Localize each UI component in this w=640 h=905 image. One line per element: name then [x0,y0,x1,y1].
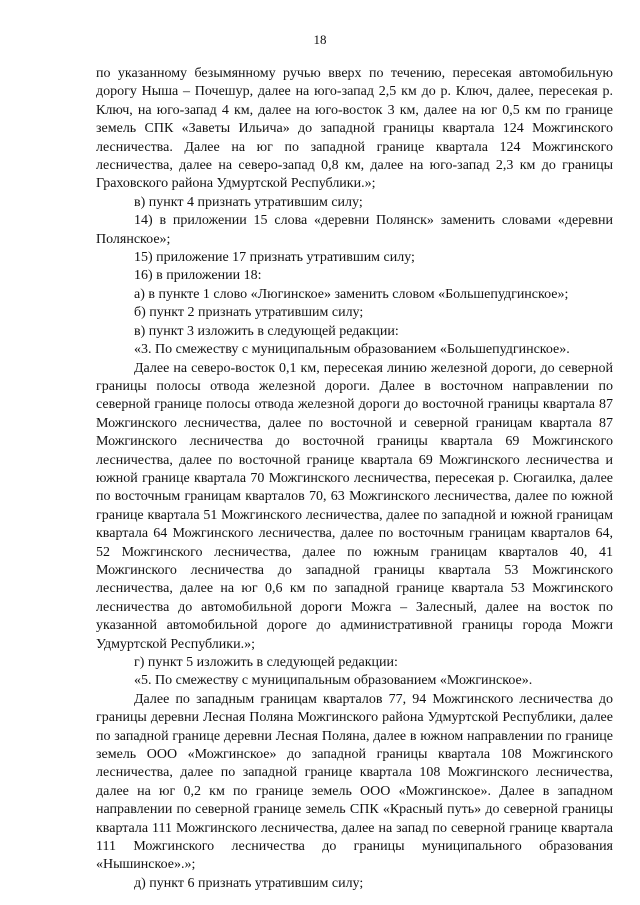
paragraph: «5. По смежеству с муниципальным образованием «Можгинское». [134,673,533,689]
paragraph: по указанному безымянному ручью вверх по течению, пересекая автомобильную дорогу Ныша – Почешур, далее на юго-запад 2,5 км до р. Ключ, далее, пересекая р. Ключ, на юго-запад 4 км, далее на юго-восток 3 км, далее на юг 0,5 км по границе земель СПК «Заветы Ильича» до западной границы квартала 124 Можгинского лесничества. Далее на юг по западной границе квартала 124 Можгинского лесничества, далее на северо-запад 0,8 км, далее на юго-запад 2,3 км до границы Граховского района Удмуртской Республики.»; [96,66,613,192]
paragraph: в) пункт 3 изложить в следующей редакции: [134,323,399,339]
paragraph: д) пункт 6 признать утратившим силу; [134,875,364,891]
paragraph: б) пункт 2 признать утратившим силу; [134,305,364,321]
paragraph: «3. По смежеству с муниципальным образованием «Большепудгинское». [134,342,570,358]
page-number: 18 [313,32,327,47]
paragraph: 16) в приложении 18: [134,268,262,284]
paragraph: в) пункт 4 признать утратившим силу; [134,194,363,210]
paragraph: Далее по западным границам кварталов 77, 94 Можгинского лесничества до границы деревни Лесная Поляна Можгинского района Удмуртской Республики, далее по западной границе деревни Лесная Поляна, далее в южном направлении по границе земель ООО «Можгинское» до западной границы квартала 108 Можгинского лесничества, далее по западной границе квартала 108 Можгинского лесничества, далее на юг 0,2 км по границе земель ООО «Можгинское». Далее в западном направлении по северной границе земель СПК «Красный путь» до северной границы квартала 111 Можгинского лесничества, далее на запад по северной границе квартала 111 Можгинского лесничества до границы муниципального образования «Нышинское».»; [96,691,613,873]
paragraph: г) пункт 5 изложить в следующей редакции: [134,655,398,670]
paragraph: 14) в приложении 15 слова «деревни Полянск» заменить словами «деревни Полянское»; [96,213,613,247]
paragraph: Далее на северо-восток 0,1 км, пересекая линию железной дороги, до северной границы полосы отвода железной дороги. Далее в восточном направлении по северной границе полосы отвода железной дороги до восточной границы квартала 87 Можгинского лесничества, далее по восточной и северной границам квартала 87 Можгинского лесничества до восточной границы квартала 69 Можгинского лесничества, далее по восточной границе квартала 69 Можгинского лесничества и южной границе квартала 70 Можгинского лесничества, пересекая р. Сюгаилка, далее по восточным границам кварталов 70, 63 Можгинского лесничества, далее по южной границе квартала 51 Можгинского лесничества, далее по западной и южной границам квартала 64 Можгинского лесничества, далее по восточным границам кварталов 64, 52 Можгинского лесничества, далее по южным границам кварталов 40, 41 Можгинского лесничества до западной границы квартала 53 Можгинского лесничества, далее на юг 0,6 км по западной границе квартала 53 Можгинского лесничества до автомобильной дороги Можга – Залесный, далее на восток по указанной автомобильной дороге до административной границы города Можги Удмуртской Республики.»; [96,360,613,652]
document-body [96,65,613,893]
paragraph: а) в пункте 1 слово «Люгинское» заменить словом «Большепудгинское»; [134,286,569,302]
paragraph: 15) приложение 17 признать утратившим силу; [134,250,415,266]
